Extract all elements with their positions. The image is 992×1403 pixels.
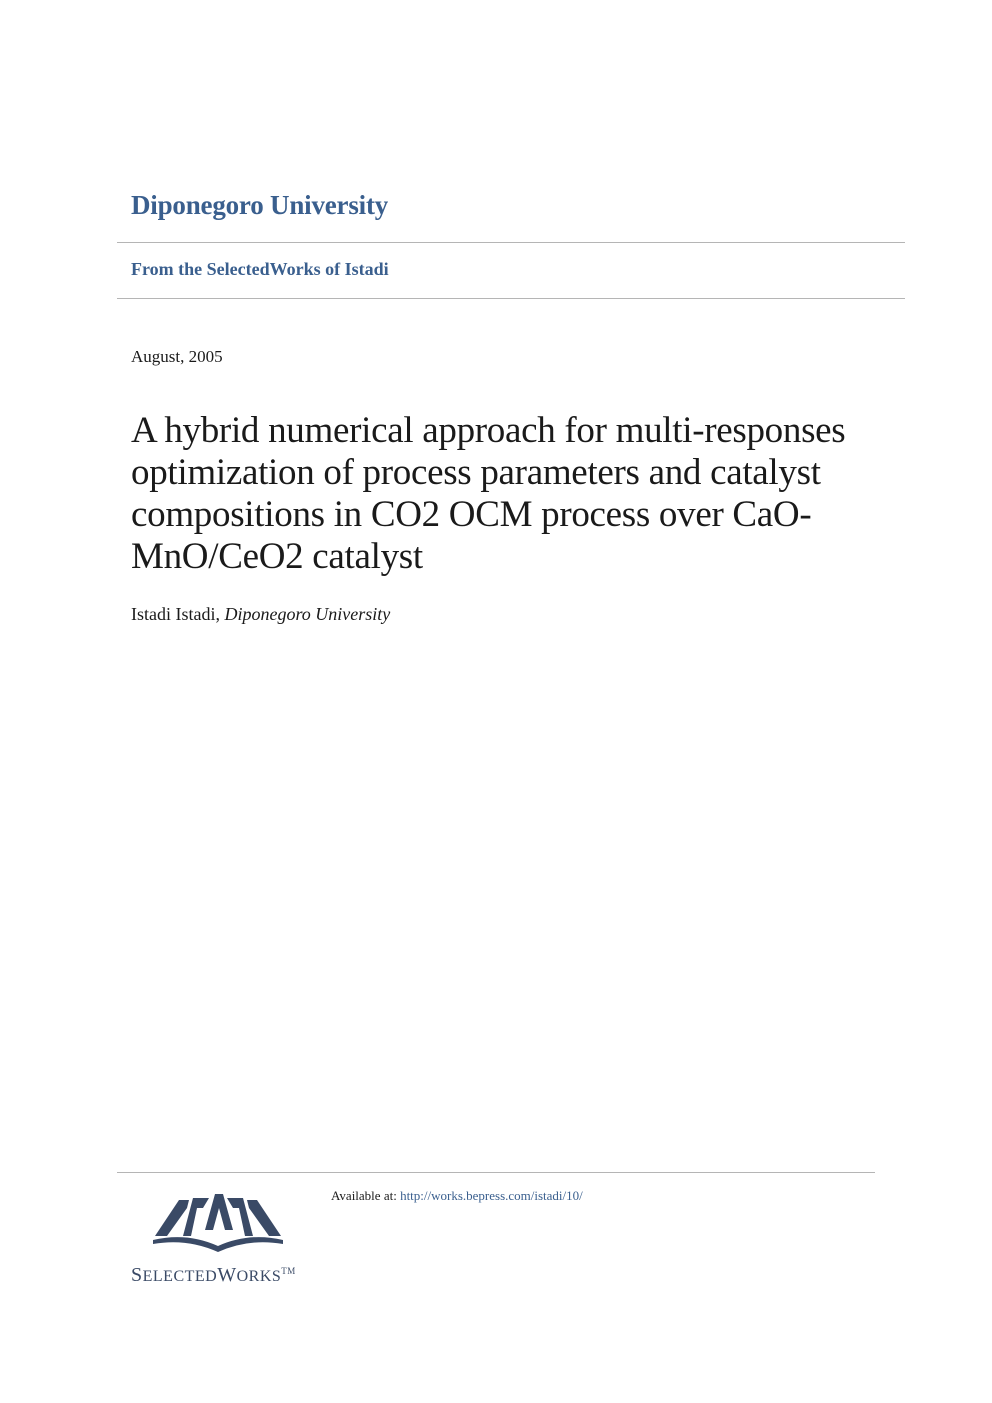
trademark-mark: TM [281,1266,296,1276]
article-title: A hybrid numerical approach for multi-responses optimization of process parameters and catalyst compositions in CO2 OCM process over CaO-MnO/CeO2 catalyst [131,410,846,577]
available-at-label: Available at: [331,1188,401,1203]
selectedworks-series-link[interactable]: From the SelectedWorks of Istadi [131,259,389,279]
author-line [131,604,390,625]
institution-name: Diponegoro University [131,190,389,220]
author-name: Istadi Istadi [131,604,216,624]
selectedworks-logo [131,1186,331,1296]
header-divider-bottom [117,298,905,299]
selectedworks-wordmark: SELECTEDWORKS™ [131,1264,296,1286]
footer-divider [117,1172,875,1173]
available-at-url-link[interactable]: http://works.bepress.com/istadi/10/ [400,1188,583,1203]
author-affiliation: Diponegoro University [224,604,391,624]
selectedworks-book-logo-icon [153,1186,283,1252]
publication-date: August, 2005 [131,347,223,366]
header-divider-top [117,242,905,243]
author-separator: , [215,604,225,624]
available-at-line [331,1188,583,1204]
